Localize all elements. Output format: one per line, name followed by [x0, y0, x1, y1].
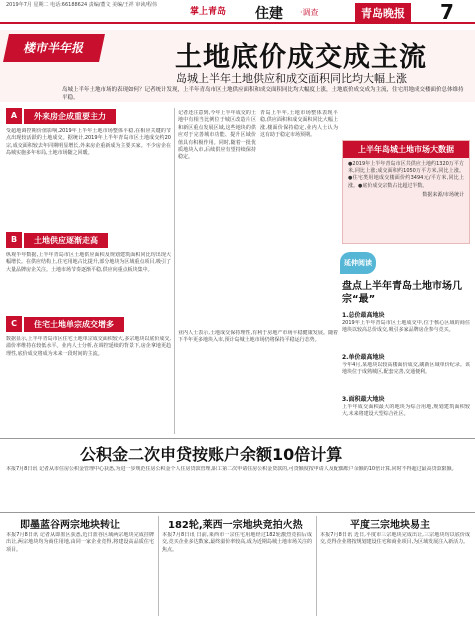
- main-headline: 土地底价成交成主流: [175, 42, 427, 73]
- story-headline: 公积金二次申贷按账户余额10倍计算: [80, 445, 343, 464]
- section-c-tag: C: [6, 316, 22, 332]
- section-c-title: 住宅土地单宗成交增多: [24, 317, 124, 332]
- section-divider: [0, 438, 475, 439]
- sidebar-text: 上半年成交面积最大的地块为综合用地,规划建筑面积较大,未来将建设大型综合社区。: [342, 404, 470, 418]
- story-text: 本报7月8日讯 记者从市住房公积金管理中心获悉,为进一步规范住房公积金个人住房贷款管理,职工第二次申请住房公积金贷款的,可贷额度按申请人及配偶账户余额的10倍计算,同时不得超过最高贷款限额。: [6, 466, 457, 472]
- sidebar-text: 2019年上半年青岛市区土地成交中,位于核心区域的商住地块以较高总价成交,吸引多家品牌房企参与竞买。: [342, 320, 470, 334]
- article-column: 青岛上半年,土地市场整体表现平稳,供应面积和成交面积同比大幅上涨,楼面价保持稳定,业内人士认为这有助于稳定市场预期。: [260, 110, 338, 139]
- main-subheadline: 岛城上半年土地供应和成交面积同比均大幅上涨: [176, 72, 407, 85]
- section-a-head: [6, 108, 116, 124]
- section-a-title: 外来房企成重要主力: [24, 109, 116, 124]
- section-title: 住建: [255, 6, 283, 22]
- article-column: 业内人士表示,土地成交保持理性,有利于房地产市场平稳健康发展。随着下半年更多地块入市,预计岛城土地市场仍将保持平稳运行态势。: [178, 330, 338, 344]
- data-infobox: [342, 140, 470, 244]
- app-logo: 掌上青岛: [190, 7, 227, 17]
- story-headline: 平度三宗地块易主: [350, 520, 430, 531]
- column-divider: [316, 516, 317, 616]
- infobox-title: 上半年岛城土地市场大数据: [343, 141, 469, 158]
- column-divider: [158, 516, 159, 616]
- article-column: 纵观半年数据,上半年青岛市区土地供应面积及规划建筑面积同比均出现大幅增长。在供应结构上,住宅用地占比提升,部分地块为区域重点项目,吸引了大量品牌房企关注。土地市场节奏逐渐平稳,供应向重点板块集中。: [6, 252, 171, 273]
- section-subtitle: ·调查: [300, 8, 319, 17]
- section-b-head: [6, 232, 108, 248]
- sidebar-title: 盘点上半年青岛土地市场几宗“最”: [342, 281, 462, 305]
- sidebar-subhead: 1.总价最高地块: [342, 312, 385, 319]
- page-number: 7: [440, 0, 454, 24]
- column-badge: 楼市半年报: [3, 34, 105, 62]
- infobox-text: ●2019年上半年青岛市区共供应土地约1320万平方米,同比上涨;成交面积约1050万平方米,同比上涨。●住宅类用地成交楼面价约3494元/平方米,同比上涨。●底价成交宗数占比超过半数。: [348, 161, 464, 189]
- story-headline: 182轮,莱西一宗地块竞拍火热: [168, 520, 303, 531]
- sidebar-subhead: 3.面积最大地块: [342, 396, 385, 403]
- story-text: 本报7月8日讯 记者从即墨区获悉,近日蓝谷区域两宗地块完成挂牌出让,两宗地块均为商住用地,由同一家企业竞得,将建设高品质住宅项目。: [6, 532, 154, 553]
- article-column: 数据显示,上半年青岛市区住宅土地单宗成交面积较大,多宗地块以底价成交,溢价率维持在较低水平。业内人士分析,在调控延续的背景下,房企拿地更趋理性,底价成交将成为未来一段时间的主流。: [6, 336, 171, 357]
- column-divider: [174, 108, 175, 434]
- infobox-credit: 数据来源/市场统计: [422, 191, 464, 198]
- lead-paragraph: 岛城上半年土地市场的表现如何？记者统计发现，上半年青岛市区土地供应面积和成交面积同比均大幅度上涨，土地底价成交成为主流，住宅用地成交楼面价总体维持平稳。: [62, 87, 464, 101]
- extended-reading-tag: 延伸阅读: [340, 252, 376, 274]
- section-b-title: 土地供应逐渐走高: [24, 233, 108, 248]
- story-text: 本报7月8日讯 近日,平度市三宗地块完成出让,三宗地块均以底价成交,竞得企业将按规划建设住宅和商业项目,为区域发展注入新活力。: [320, 532, 470, 546]
- article-column: 受超地调控期价值影响,2019年上半年土地市场整体平稳,在相应关键的节点出现较活跃的土地成交。据统计,2019年上半年青岛市区土地成交约20宗,成交面积较去年同期明显增长,外来房企重新成为主要买家。不少房企在岛城实施多年布局,土地市场随之回暖。: [6, 128, 171, 157]
- infobox-body: [343, 158, 469, 202]
- paper-logo: 青岛晚报: [355, 3, 411, 23]
- issue-meta: 2019年7月 星期二 电话:66188624 责编/董文 美编/王祥 审读/程伟: [6, 2, 158, 8]
- story-text: 本报7月8日讯 日前,莱西市一宗住宅用地经过182轮激烈竞拍后成交,竞买企业多达数家,最终溢价率较高,成为近期岛城土地市场关注的焦点。: [162, 532, 312, 553]
- section-divider: [0, 512, 475, 513]
- sidebar-text: 今年4月,某地块以较高楼面价成交,刷新区域单价纪录。该地块位于成熟城区,配套完善,交通便利。: [342, 362, 470, 376]
- section-c-head: [6, 316, 124, 332]
- story-headline: 即墨蓝谷两宗地块转让: [20, 520, 120, 531]
- masthead: [0, 0, 475, 24]
- section-b-tag: B: [6, 232, 22, 248]
- section-a-tag: A: [6, 108, 22, 124]
- sidebar-subhead: 2.单价最高地块: [342, 354, 385, 361]
- article-column: 记者还注意到,今年上半年成交的土地中有相当比例位于城区改造片区和新区重点发展区域,这些地块的供应对于完善城市功能、提升区域价值具有积极作用。同时,随着一批优质地块入市,后续供应有望持续保持稳定。: [178, 110, 256, 161]
